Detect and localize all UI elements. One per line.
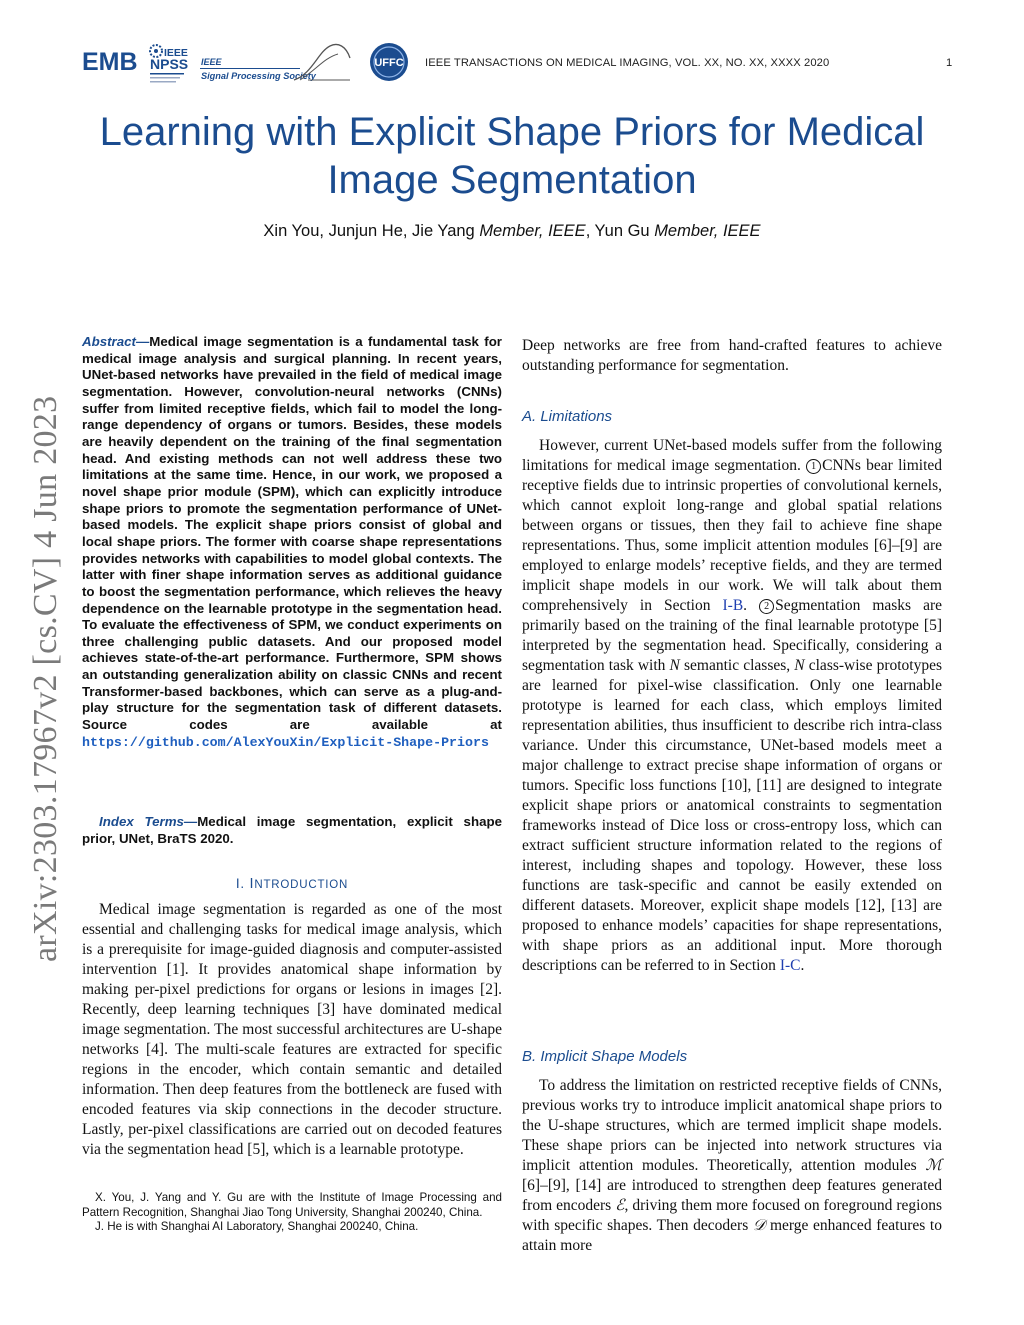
limitations-text-5: semantic classes, xyxy=(679,657,795,674)
circled-number-2: 2 xyxy=(759,599,774,614)
subsection-heading-limitations: A. Limitations xyxy=(522,408,613,425)
abstract-lead: Abstract— xyxy=(82,334,150,349)
introduction-continuation-paragraph: Deep networks are free from hand-crafted features to achieve outstanding performance for segmentation. xyxy=(522,337,942,374)
introduction-text xyxy=(82,900,502,1160)
emb-logo xyxy=(80,46,140,76)
authors-part-1: Xin You, Junjun He, Jie Yang xyxy=(263,222,480,240)
section-initial: I xyxy=(249,876,255,892)
abstract-text: Medical image segmentation is a fundamental task for medical image analysis and surgical planning. In recent years, UNet-based networks have prevailed in the field of medical image segmentation. However, convolution-neural networks (CNNs) suffer from limited receptive fields, which fail to model the long-range dependency of organs or tumors. Besides, these models are heavily dependent on the training of the final segmentation head. And existing methods can not well address these two limitations at the same time. Hence, in our work, we proposed a novel shape prior module (SPM), which can explicitly introduce shape priors to promote the segmentation performance of UNet-based models. The explicit shape priors consist of global and local shape priors. The former with coarse shape representations provides networks with capabilities to model global contexts. The latter with finer shape information serves as additional guidance to boost the segmentation performance, which relieves the heavy dependence on the learnable prototype in the segmentation head. To evaluate the effectiveness of SPM, we conduct experiments on three challenging public datasets. And our proposed model achieves state-of-the-art performance. Furthermore, SPM shows an outstanding generalization ability on classic CNNs and recent Transformer-based backbones, which can serve as a plug-and-play structure for the segmentation task of different datasets. Source codes are available at xyxy=(82,334,502,733)
ism-text-4: merge enhanced features to attain more xyxy=(522,1217,942,1254)
implicit-shape-models-paragraph xyxy=(522,1076,942,1256)
paper-title: Learning with Explicit Shape Priors for Medical Image Segmentation xyxy=(99,110,925,202)
source-code-link[interactable]: https://github.com/AlexYouXin/Explicit-Shape-Priors xyxy=(82,734,489,750)
ism-text-1: To address the limitation on restricted receptive fields of CNNs, previous works try to introduce implicit anatomical shape priors to the U-shape structures, which are termed implicit shape models. These shape priors can be injected into network structures via implicit attention modules. Theoretically, attention modules xyxy=(522,1077,942,1174)
arxiv-stamp: arXiv:2303.17967v2 [cs.CV] 4 Jun 2023 xyxy=(27,395,64,962)
introduction-paragraph: Medical image segmentation is regarded as one of the most essential and challenging tasks for medical image analysis, which is a prerequisite for image-guided diagnosis and computer-assisted intervention [1]. It provides anatomical shape information by making per-pixel predictions for organs or lesions in images [2]. Recently, deep learning techniques [3] have dominated medical image segmentation. The most successful architectures are U-shape networks [4]. The multi-scale features are extracted for specific regions in the encoder, which contain semantic and detailed information. Then deep features from the bottleneck are fused with encoded features via skip connections in the decoder structure. Lastly, per-pixel classifications are carried out on decoded features via the segmentation head [5], which is a learnable prototype. xyxy=(82,901,502,1158)
math-n-2: N xyxy=(794,657,805,674)
limitations-text-3: . xyxy=(743,597,760,614)
signal-processing-society-logo xyxy=(200,40,352,84)
author-list xyxy=(60,222,964,241)
abstract xyxy=(82,334,502,751)
limitations-text-7: . xyxy=(800,957,805,974)
npss-logo-text-2: NPSS xyxy=(150,56,189,72)
emb-logo-text: EMB xyxy=(82,48,138,76)
math-encoders: ℰ xyxy=(615,1197,625,1214)
authors-membership-1: Member, IEEE xyxy=(479,222,586,240)
authors-membership-2: Member, IEEE xyxy=(654,222,761,240)
limitations-paragraph xyxy=(522,436,942,976)
section-rest: NTRODUCTION xyxy=(254,879,349,891)
limitations-text-1: However, current UNet-based models suffer from the following limitations for medical image segmentation. xyxy=(522,437,942,474)
npss-logo xyxy=(146,42,198,86)
section-ref-i-b[interactable]: I-B xyxy=(722,597,744,614)
circled-number-1: 1 xyxy=(806,459,821,474)
footnote-affiliation-1: X. You, J. Yang and Y. Gu are with the Institute of Image Processing and Pattern Recognition, Shanghai Jiao Tong University, Shanghai 200240, China. xyxy=(82,1191,502,1219)
subsection-heading-implicit-shape-models: B. Implicit Shape Models xyxy=(522,1048,688,1065)
index-terms-text: Medical image segmentation, explicit shape prior, UNet, BraTS 2020. xyxy=(82,814,502,846)
sps-name-text: Signal Processing Society xyxy=(201,71,316,81)
page-number: 1 xyxy=(946,57,953,69)
uffc-logo xyxy=(369,42,409,82)
index-terms xyxy=(82,814,502,847)
npss-logo-text-1: IEEE xyxy=(164,47,188,59)
math-attention-modules: ℳ xyxy=(925,1157,942,1174)
ism-text-3: , driving them more focused on foreground regions with specific shapes. Then decoders xyxy=(522,1197,943,1234)
running-header: IEEE TRANSACTIONS ON MEDICAL IMAGING, VOL. XX, NO. XX, XXXX 2020 xyxy=(425,57,830,69)
section-heading-introduction xyxy=(82,876,502,892)
section-numeral: I. xyxy=(235,876,250,891)
math-decoders: 𝒟 xyxy=(752,1217,766,1234)
math-n-1: N xyxy=(669,657,680,674)
authors-part-2: , Yun Gu xyxy=(585,222,655,240)
index-terms-lead: Index Terms— xyxy=(99,814,198,829)
limitations-text-6: class-wise prototypes are learned for pixel-wise classification. Only one learnable prototype is learned for each class, which employs limited representation abilities, thus insufficient to describe rich intra-class variance. Under this circumstance, UNet-based models meet a major challenge to extract precise shape information of organs or tumors. Specific loss functions [10], [11] are designed to integrate explicit shape priors or anatomical constraints to segmentation frameworks instead of Dice loss or cross-entropy loss, which can extract sufficient structure information related to the regions of interest, including shapes and topology. However, these loss functions are task-specific and cannot be easily extended on different datasets. Moreover, explicit shape models [12], [13] are proposed to enhance models’ capacities for shape representations, with shape priors as an additional input. More thorough descriptions can be referred to in Section xyxy=(522,657,943,974)
footnote-affiliation-2: J. He is with Shanghai AI Laboratory, Shanghai 200240, China. xyxy=(95,1220,419,1233)
uffc-logo-text: UFFC xyxy=(374,57,404,69)
implicit-shape-models-text xyxy=(522,1076,942,1256)
limitations-text-4: Segmentation masks are primarily based on the training of the final learnable prototype [5] interpreted by the segmentation head. Specifically, considering a segmentation task with xyxy=(522,597,943,674)
sps-ieee-text: IEEE xyxy=(201,57,222,67)
section-ref-i-c[interactable]: I-C xyxy=(779,957,801,974)
footnotes xyxy=(82,1191,502,1235)
limitations-text xyxy=(522,436,942,976)
ism-text-2: [6]–[9], [14] are introduced to strengthen deep features generated from encoders xyxy=(522,1177,942,1214)
introduction-continuation xyxy=(522,336,942,376)
limitations-text-2: CNNs bear limited receptive fields due to intrinsic properties of convolutional kernels, which cannot exploit long-range and global spatial relations between organs or tissues, then they fail to achieve fine shape representations. Thus, some implicit attention modules [6]–[9] are employed to enlarge models’ receptive fields, and they are termed implicit shape models in our work. We will talk about them comprehensively in Section xyxy=(522,457,942,614)
